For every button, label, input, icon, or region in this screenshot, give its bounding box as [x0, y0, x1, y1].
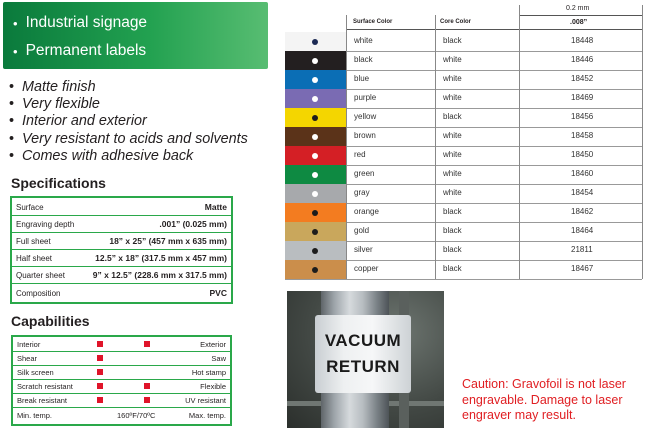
spec-value: 12.5” x 18” (317.5 mm x 457 mm): [95, 253, 227, 263]
capability-right-label: Flexible: [200, 382, 226, 391]
spec-row: [12, 266, 231, 284]
capability-right-label: Exterior: [200, 340, 226, 349]
color-swatch: [285, 127, 346, 146]
product-code-cell: 18467: [571, 264, 594, 273]
divider: [519, 15, 642, 16]
spec-label: Composition: [16, 288, 61, 298]
capability-left-label: Break resistant: [17, 396, 68, 405]
divider: [285, 279, 642, 280]
spec-label: Engraving depth: [16, 219, 75, 229]
divider: [642, 5, 643, 279]
core-color-cell: black: [443, 112, 462, 121]
color-swatch: [285, 241, 346, 260]
spec-row: [12, 198, 231, 216]
color-row: [285, 165, 642, 184]
surface-color-cell: purple: [354, 93, 377, 102]
swatch-dot-icon: [312, 134, 318, 140]
surface-color-cell: brown: [354, 131, 376, 140]
feature-item: [9, 96, 248, 113]
color-row: [285, 127, 642, 146]
feature-item: [9, 113, 248, 130]
temperature-value: 160ºF/70ºC: [117, 411, 156, 420]
capabilities-title: Capabilities: [11, 313, 90, 329]
spec-label: Quarter sheet: [16, 270, 65, 280]
bullet-icon: •: [9, 113, 15, 130]
feature-label: Comes with adhesive back: [22, 147, 194, 164]
capability-row: [13, 408, 230, 422]
spec-value: PVC: [209, 288, 227, 298]
capability-right-label: Saw: [211, 354, 226, 363]
feature-label: Matte finish: [22, 79, 96, 95]
capability-marker: [144, 383, 150, 389]
surface-color-cell: yellow: [354, 112, 377, 121]
feature-item: [9, 79, 248, 96]
core-color-cell: black: [443, 207, 462, 216]
spec-value: Matte: [204, 202, 227, 212]
pipe-label-line: VACUUM: [324, 331, 402, 350]
swatch-dot-icon: [312, 229, 318, 235]
core-color-cell: black: [443, 245, 462, 254]
color-row: [285, 241, 642, 260]
capability-left-label: Min. temp.: [17, 411, 53, 420]
color-row: [285, 108, 642, 127]
product-code-cell: 18464: [571, 226, 594, 235]
product-code-cell: 18452: [571, 74, 594, 83]
surface-color-cell: orange: [354, 207, 379, 216]
core-color-cell: white: [443, 93, 462, 102]
core-color-cell: black: [443, 226, 462, 235]
swatch-dot-icon: [312, 77, 318, 83]
spec-label: Full sheet: [16, 236, 51, 246]
core-color-cell: white: [443, 131, 462, 140]
color-swatch: [285, 165, 346, 184]
swatch-dot-icon: [312, 210, 318, 216]
color-row: [285, 70, 642, 89]
capability-row: [13, 351, 230, 365]
capability-marker: [97, 397, 103, 403]
product-code-cell: 18456: [571, 112, 594, 121]
swatch-dot-icon: [312, 191, 318, 197]
product-code-cell: 18446: [571, 55, 594, 64]
caution-note: Caution: Gravofoil is not laser engravable. Damage to laser engraver may result.: [462, 377, 626, 422]
spec-label: Half sheet: [16, 253, 53, 263]
surface-color-cell: green: [354, 169, 375, 178]
surface-color-cell: silver: [354, 245, 373, 254]
capability-left-label: Scratch resistant: [17, 382, 73, 391]
core-color-cell: white: [443, 169, 462, 178]
swatch-dot-icon: [312, 39, 318, 45]
product-code-cell: 18450: [571, 150, 594, 159]
pipe-label-line: RETURN: [326, 357, 400, 376]
spec-row: [12, 215, 231, 233]
bullet-icon: •: [13, 43, 18, 59]
capability-marker: [144, 397, 150, 403]
surface-color-cell: red: [354, 150, 366, 159]
bullet-icon: •: [9, 130, 15, 147]
capability-marker: [97, 369, 103, 375]
product-code-cell: 18460: [571, 169, 594, 178]
color-row: [285, 203, 642, 222]
capability-right-label: Max. temp.: [188, 411, 226, 420]
color-row: [285, 89, 642, 108]
core-color-cell: white: [443, 150, 462, 159]
spec-value: 9” x 12.5” (228.6 mm x 317.5 mm): [92, 270, 227, 280]
color-swatch: [285, 32, 346, 51]
bullet-icon: •: [9, 147, 15, 164]
capability-row: [13, 337, 230, 351]
color-row: [285, 260, 642, 279]
capability-row: [13, 379, 230, 393]
feature-item: [9, 148, 248, 165]
divider: [519, 5, 520, 279]
spec-label: Surface: [16, 202, 44, 212]
color-swatch: [285, 51, 346, 70]
thickness-mm: 0.2 mm: [566, 5, 590, 12]
capability-right-label: UV resistant: [185, 396, 226, 405]
color-swatch: [285, 146, 346, 165]
color-row: [285, 146, 642, 165]
spec-row: [12, 249, 231, 267]
specifications-title: Specifications: [11, 175, 106, 191]
capability-marker: [97, 355, 103, 361]
capability-marker: [97, 341, 103, 347]
capability-left-label: Interior: [17, 340, 41, 349]
divider: [435, 15, 436, 279]
surface-color-cell: gold: [354, 226, 370, 235]
color-row: [285, 32, 642, 51]
feature-label: Very resistant to acids and solvents: [22, 130, 248, 147]
feature-banner: [3, 2, 268, 69]
core-color-cell: black: [443, 264, 462, 273]
product-code-cell: 18448: [571, 36, 594, 45]
spec-value: 18” x 25” (457 mm x 635 mm): [109, 236, 227, 246]
product-code-cell: 18462: [571, 207, 594, 216]
spec-row: [12, 284, 231, 302]
capability-left-label: Silk screen: [17, 368, 54, 377]
thickness-in: .008”: [570, 19, 588, 26]
product-code-cell: 18469: [571, 93, 594, 102]
color-swatch: [285, 203, 346, 222]
banner-item-2: [13, 42, 146, 60]
bullet-icon: •: [13, 15, 18, 31]
pipe-label: [315, 315, 411, 393]
product-code-cell: 18454: [571, 188, 594, 197]
divider: [346, 29, 642, 30]
banner-item-1: [13, 14, 147, 32]
capability-marker: [144, 341, 150, 347]
core-color-cell: white: [443, 74, 462, 83]
feature-label: Interior and exterior: [22, 113, 147, 130]
features-list: [9, 79, 248, 165]
swatch-dot-icon: [312, 115, 318, 121]
color-swatch: [285, 70, 346, 89]
swatch-dot-icon: [312, 58, 318, 64]
surface-color-cell: copper: [354, 264, 379, 273]
color-swatch: [285, 184, 346, 203]
swatch-dot-icon: [312, 172, 318, 178]
color-swatch: [285, 222, 346, 241]
core-color-cell: white: [443, 188, 462, 197]
feature-label: Very flexible: [22, 96, 100, 113]
swatch-dot-icon: [312, 248, 318, 254]
bullet-icon: •: [9, 96, 15, 113]
swatch-dot-icon: [312, 267, 318, 273]
banner-item-label: Industrial signage: [25, 14, 148, 31]
swatch-dot-icon: [312, 96, 318, 102]
capability-row: [13, 365, 230, 379]
color-row: [285, 51, 642, 70]
specifications-table: [10, 196, 233, 304]
color-row: [285, 184, 642, 203]
surface-color-cell: gray: [354, 188, 370, 197]
product-photo: [287, 291, 444, 428]
banner-item-label: Permanent labels: [25, 42, 147, 59]
surface-color-cell: blue: [354, 74, 370, 83]
color-swatch: [285, 108, 346, 127]
bullet-icon: •: [9, 79, 15, 95]
capability-row: [13, 393, 230, 407]
product-code-cell: 18458: [571, 131, 594, 140]
capability-left-label: Shear: [17, 354, 38, 363]
core-color-cell: black: [443, 36, 462, 45]
divider: [346, 15, 347, 279]
feature-item: [9, 131, 248, 148]
product-code-cell: 21811: [571, 245, 593, 254]
color-swatch: [285, 89, 346, 108]
color-swatch: [285, 260, 346, 279]
surface-color-header: Surface Color: [353, 19, 393, 25]
capabilities-table: [11, 335, 232, 426]
core-color-cell: white: [443, 55, 462, 64]
color-row: [285, 222, 642, 241]
surface-color-cell: black: [354, 55, 373, 64]
capability-marker: [97, 383, 103, 389]
swatch-dot-icon: [312, 153, 318, 159]
core-color-header: Core Color: [440, 19, 472, 25]
surface-color-cell: white: [354, 36, 373, 45]
capability-right-label: Hot stamp: [191, 368, 226, 377]
spec-row: [12, 232, 231, 250]
spec-value: .001” (0.025 mm): [159, 219, 227, 229]
